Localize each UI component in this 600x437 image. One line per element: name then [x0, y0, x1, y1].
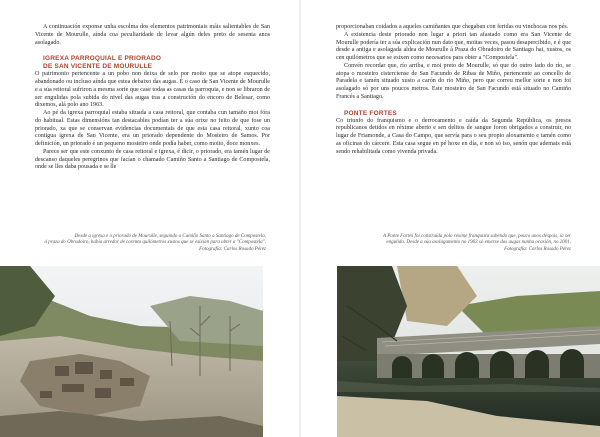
- section-heading-igrexa-line2: DE SAN VICENTE DE MOURULLE: [43, 63, 153, 71]
- body-paragraph: O patrimonio pertencente a un pobo non deixa de selo por moito que se atope esquecido, abandonado ou incluso aínda que estea debaixo das augas. É o caso de San Vicente de Mourulle e a súa reitoral sufriron a mesma sorte que case todas as casas da parroquia, e non se libraron de ser engulidas pola subida do nivel das augas tras a construción do encoro de Belesar, como dixemos, alá polo ano 1963.: [35, 71, 270, 109]
- body-paragraph: Co triunfo do franquismo e o derrocamento e caída da Segunda República, os presos republicanos detidos en réxime aberto e sen delitos de sangue foron obrigados a construír, no lugar de Friamonde, a Casa do Campo, que servía para o seu propio aloxamento e tamén como as oficinas do cárcere. Esta casa segue en pé hoxe en día, e non só iso, senón que ademais está sendo rehabilitada como vivenda privada.: [336, 117, 571, 155]
- right-text-column: [336, 24, 571, 156]
- photo-caption: [336, 234, 571, 253]
- photo-ponte-fortes: [337, 266, 600, 437]
- section-heading-igrexa: IGREXA PARROQUIAL E PRIORADO: [43, 55, 162, 63]
- photo-bridge-illustration: [337, 266, 600, 437]
- caption-line: A Ponte Fortes foi construída polo réxime franquista sabendo que, pouco anos despois, ía ser: [383, 234, 571, 239]
- body-paragraph: Convén recordar que, río arriba, e moi preto de Mourulle, só que do outro lado do río, se atopa o mosteiro cisterciense de San Facundo de Ribas de Miño, pertencente ao concello de Paradela e tamén situado xusto a carón do río Miño, pero que correu mellor sorte e non foi asolagado só por uns poucos metros. Este mosteiro de San Facundo está situado no Camiño Francés a Santiago.: [336, 62, 571, 100]
- photo-credit: Fotografía: Carlos Rosado Pérez: [504, 246, 571, 252]
- photo-caption: [38, 234, 266, 253]
- caption-line: á praza do Obradoiro, había arredor de corenta quilómetros xustos que se esixían para obter a "Compostela".: [44, 240, 266, 246]
- body-paragraph: Parece ser que este conxunto de casa reitoral e igrexa, é dicir, o priorado, era tamén lugar de descanso daqueles peregrinos que facían o chamado Camiño Santo a Santiago de Compostela, onde se lles daba pousada e se lle: [35, 148, 270, 171]
- body-paragraph: A existencia deste priorado non lugar a priori tan afastado como era San Vicente de Mourulle podería ter a súa explicación nun dato que, moitas veces, pasou desapercibido, e é que desde a antiga e asolagada aldea de Mourulle á Praza do Obradoiro de Santiago hai, xustos, os cen quilómetros que se esixen como necesarios para obter a "Compostela".: [336, 31, 571, 61]
- caption-line: engulida. Desde a súa asolagamento no 1963 só emerxe das augas nunha ocasión, no 2001.: [386, 240, 571, 246]
- intro-paragraph: A continuación exponse unha escolma dos elementos patrimoniais máis salientables de San Vicente de Mourulle, aínda coa peculiaridade de levar algún deles preto de sesenta anos asolagado.: [35, 24, 270, 46]
- body-paragraph: Ao pé da igrexa parroquial estaba situada a casa reitoral, que contaba cun tamaño moi fóra do habitual. Estas dimensións tan destacables podían ter a súa orixe no feito de que fose un priorado, xa que se conservan evidencias documentais de que esta casa reitoral, xunto coa contigua igrexa de San Vicente, era un priorado dependente do Mosteiro de Samos. Por definición, un priorado é un pequeno mosteiro onde podía haber, como moito, doce monxes.: [35, 110, 270, 147]
- photo-priorado-ruins: [0, 266, 263, 437]
- photo-credit: Fotografía: Carlos Rosado Pérez: [199, 246, 266, 252]
- caption-line: Desde a igrexa e o priorado de Mourulle, seguindo o Camiño Santo a Santiago de Compostela,: [74, 234, 266, 239]
- photo-ruins-illustration: [0, 266, 263, 437]
- body-paragraph: proporcionaban coidados a aqueles camiñantes que chegaban con feridas ou vinchocas nos pés.: [336, 24, 569, 30]
- left-text-column: [35, 24, 270, 172]
- right-page: [300, 0, 600, 437]
- section-heading-ponte-fortes: PONTE FORTES: [344, 109, 397, 117]
